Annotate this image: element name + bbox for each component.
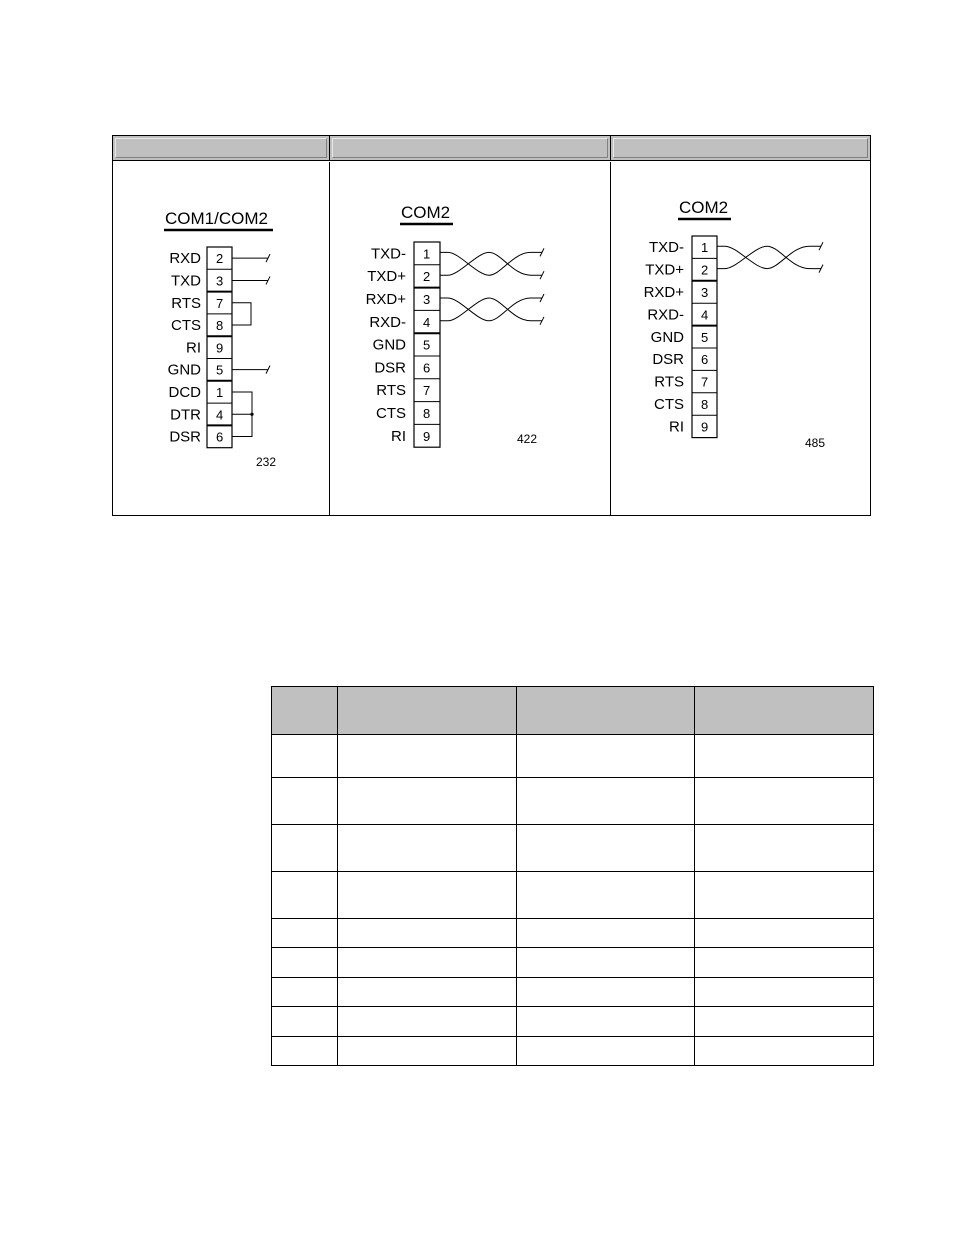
rs485-pinout-diagram <box>611 162 871 516</box>
pin-signal-label: RXD <box>169 250 201 268</box>
connector-diagram-table <box>112 135 871 516</box>
pin-number: 3 <box>423 292 431 307</box>
pin-table-cell <box>338 1007 517 1037</box>
pin-number: 7 <box>423 383 431 399</box>
pin-table-cell <box>338 948 517 978</box>
pin-table-cell <box>272 1037 338 1066</box>
pin-table-row <box>272 978 874 1007</box>
pin-number: 6 <box>701 352 709 368</box>
connector-title: COM2 <box>679 198 729 217</box>
twisted-pair-wire <box>440 298 542 321</box>
pin-number: 9 <box>216 340 224 356</box>
pin-number: 6 <box>423 360 431 376</box>
pin-number: 2 <box>423 269 431 285</box>
pin-signal-label: CTS <box>654 396 684 413</box>
pin-signal-label: TXD- <box>649 239 684 257</box>
pin-table-cell <box>338 735 517 778</box>
pin-table-row <box>272 919 874 948</box>
pin-table-row <box>272 948 874 978</box>
pin-table-cell <box>338 825 517 872</box>
twisted-pair-wire <box>717 246 821 268</box>
pin-table-row <box>272 1037 874 1066</box>
pin-number: 9 <box>701 419 709 435</box>
pin-table-cell <box>272 872 338 919</box>
pin-table-cell <box>338 978 517 1007</box>
pin-table-cell <box>272 919 338 948</box>
pin-number: 1 <box>423 246 431 262</box>
pin-signal-label: DSR <box>169 428 201 446</box>
pin-table-cell <box>695 825 874 872</box>
pin-table-cell <box>338 1037 517 1066</box>
pin-number: 5 <box>216 362 224 378</box>
pin-table-cell <box>695 948 874 978</box>
pin-signal-label: DSR <box>374 359 406 377</box>
pin-signal-label: RTS <box>376 382 406 400</box>
connector-caption: 422 <box>517 432 538 446</box>
pin-number: 9 <box>423 428 431 444</box>
rs232-pinout-diagram <box>113 162 329 516</box>
pin-number: 2 <box>216 251 224 267</box>
pin-number: 8 <box>216 318 224 334</box>
pin-signal-label: TXD+ <box>367 268 406 286</box>
pin-number: 4 <box>423 314 431 330</box>
pin-table-header-cell <box>695 687 874 735</box>
pin-table-cell <box>517 1037 695 1066</box>
pin-table-row <box>272 735 874 778</box>
connector-title: COM2 <box>401 203 451 222</box>
pin-table-header-cell <box>517 687 695 735</box>
pin-table-cell <box>517 778 695 825</box>
pin-signal-label: CTS <box>376 405 406 422</box>
pin-signal-label: RTS <box>171 294 201 312</box>
pin-table-cell <box>517 919 695 948</box>
pin-table-row <box>272 1007 874 1037</box>
pin-table-cell <box>272 778 338 825</box>
pin-table-cell <box>695 872 874 919</box>
pin-signal-label: GND <box>372 336 406 354</box>
junction-dot <box>250 413 253 416</box>
pin-table-cell <box>695 919 874 948</box>
pin-signal-label: RI <box>391 427 406 445</box>
pin-table-cell <box>517 948 695 978</box>
pin-number: 5 <box>423 337 431 353</box>
diagram-header-cell-232 <box>113 136 330 160</box>
diagram-header-cell-422 <box>330 136 611 160</box>
pin-table-cell <box>272 978 338 1007</box>
pin-number: 4 <box>701 307 709 323</box>
pin-number: 3 <box>701 285 709 300</box>
pin-number: 8 <box>423 406 431 421</box>
diagram-header-cell-485 <box>611 136 870 160</box>
diagram-cell-rs232 <box>113 162 329 515</box>
pin-signal-label: DTR <box>170 406 201 424</box>
pin-number: 7 <box>701 374 709 390</box>
pin-signal-label: CTS <box>171 317 201 335</box>
connector-caption: 232 <box>256 455 277 469</box>
pin-table-cell <box>695 778 874 825</box>
loopback-rts-cts <box>232 303 251 325</box>
pin-table-cell <box>272 735 338 778</box>
pin-table-header-row <box>272 687 874 735</box>
pin-table-cell <box>695 735 874 778</box>
pin-table-cell <box>272 1007 338 1037</box>
pin-signal-label: RXD+ <box>643 284 684 301</box>
twisted-pair-wire <box>717 246 821 268</box>
pin-table-cell <box>338 919 517 948</box>
pin-table-header-cell <box>338 687 517 735</box>
connector-caption: 485 <box>805 436 826 450</box>
pin-table-row <box>272 825 874 872</box>
rs422-pinout-diagram <box>330 162 610 516</box>
pin-table-cell <box>695 1037 874 1066</box>
pin-signal-label: GND <box>167 361 201 379</box>
twisted-pair-wire <box>440 252 542 275</box>
pin-signal-label: DSR <box>652 351 684 369</box>
diagram-table-header <box>113 136 870 161</box>
diagram-cell-rs422 <box>330 162 610 515</box>
pin-number: 4 <box>216 407 224 423</box>
pin-number: 1 <box>216 384 224 400</box>
pin-number: 8 <box>701 397 709 412</box>
pin-number: 1 <box>701 240 709 256</box>
pin-number: 6 <box>216 429 224 445</box>
pin-table-cell <box>338 872 517 919</box>
pin-table-row <box>272 778 874 825</box>
pin-assignment-table <box>271 686 874 1066</box>
diagram-cell-rs485 <box>611 162 871 515</box>
pin-signal-label: RI <box>669 418 684 436</box>
pin-table-header-cell <box>272 687 338 735</box>
twisted-pair-wire <box>440 252 542 275</box>
pin-table-cell <box>517 872 695 919</box>
pin-table-cell <box>695 1007 874 1037</box>
pin-number: 7 <box>216 295 224 311</box>
pin-signal-label: TXD+ <box>645 261 684 279</box>
pin-signal-label: GND <box>650 328 684 346</box>
pin-table-cell <box>517 1007 695 1037</box>
connector-title: COM1/COM2 <box>165 209 268 228</box>
pin-signal-label: RXD- <box>369 313 406 331</box>
pin-number: 5 <box>701 329 709 345</box>
pin-table-cell <box>272 825 338 872</box>
pin-signal-label: DCD <box>168 383 201 401</box>
pin-table-cell <box>338 778 517 825</box>
pin-table-cell <box>517 978 695 1007</box>
pin-table-row <box>272 872 874 919</box>
pin-number: 3 <box>216 273 224 289</box>
pin-table-cell <box>517 735 695 778</box>
pin-signal-label: TXD <box>171 272 201 290</box>
twisted-pair-wire <box>440 298 542 321</box>
pin-signal-label: RI <box>186 339 201 357</box>
pin-number: 2 <box>701 262 709 278</box>
pin-table-cell <box>695 978 874 1007</box>
pin-signal-label: RXD+ <box>365 291 406 308</box>
pin-signal-label: RTS <box>654 373 684 391</box>
pin-table-cell <box>517 825 695 872</box>
pin-signal-label: TXD- <box>371 245 406 263</box>
pin-table-cell <box>272 948 338 978</box>
pin-signal-label: RXD- <box>647 306 684 324</box>
